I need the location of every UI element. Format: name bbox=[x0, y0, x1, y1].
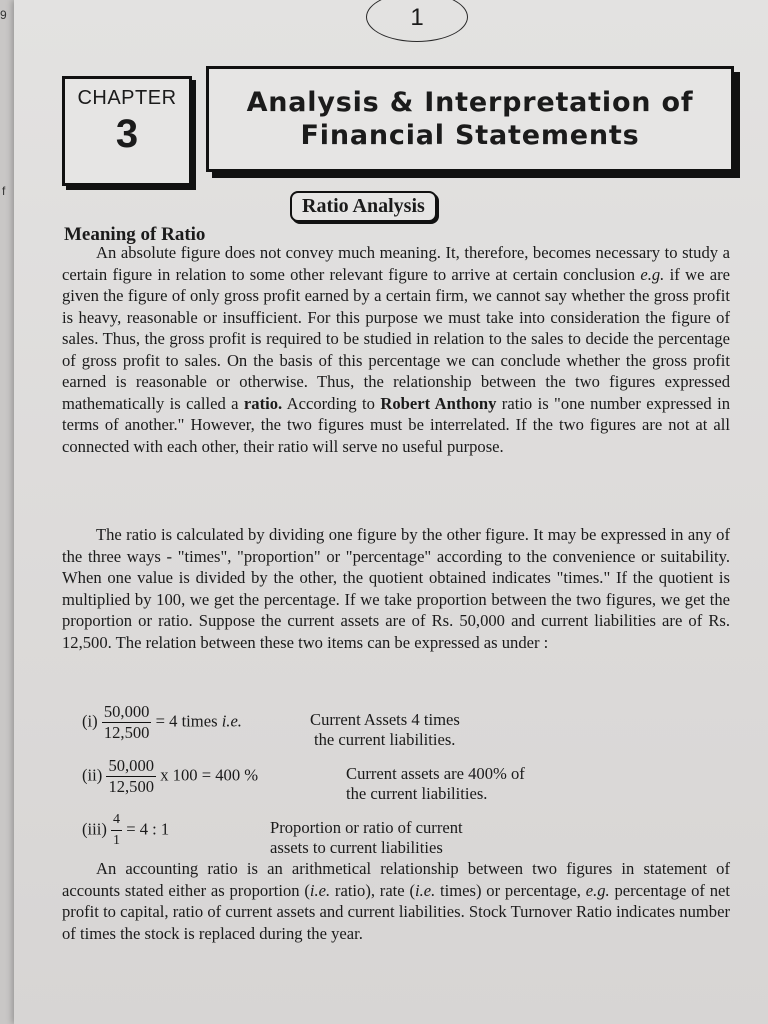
chapter-box bbox=[62, 76, 192, 186]
paragraph-3 bbox=[62, 858, 730, 944]
paragraph-1-eg: e.g. bbox=[640, 264, 665, 284]
paragraph-3-text: ratio), rate ( bbox=[330, 880, 415, 900]
chapter-title-line-2: Financial Statements bbox=[300, 120, 640, 151]
handwritten-page-number: 1 bbox=[366, 0, 468, 42]
example-desc-line: the current liabilities. bbox=[346, 784, 488, 803]
example-desc-line: the current liabilities. bbox=[314, 730, 456, 749]
fraction-numerator: 50,000 bbox=[103, 702, 150, 721]
example-ie: i.e. bbox=[221, 711, 242, 731]
example-label: (i) bbox=[82, 711, 98, 731]
example-result: = 4 : 1 bbox=[126, 819, 170, 839]
paragraph-2-text: The ratio is calculated by dividing one figure by the other figure. It may be expressed in any of the three ways - "times", "proportion" or "percentage" according to the convenience or suitability. When one value is divided by the other, the quotient obtained indicates "times." If the quotient is multiplied by 100, we get the percentage. If we take proportion between the two figures, we get the proportion or ratio. Suppose the current assets are of Rs. 50,000 and current liabilities are of Rs. 12,500. The relation between these two items can be expressed as under : bbox=[62, 525, 730, 652]
example-desc-line: Current assets are 400% of bbox=[346, 764, 525, 783]
fraction-denominator: 1 bbox=[113, 833, 121, 848]
example-ii-description bbox=[346, 764, 525, 804]
example-desc-line: assets to current liabilities bbox=[270, 838, 443, 857]
example-result: = 4 times bbox=[155, 711, 218, 731]
margin-mark: 9 bbox=[0, 8, 7, 22]
example-label: (iii) bbox=[82, 819, 107, 839]
fraction-denominator: 12,500 bbox=[108, 777, 155, 796]
paragraph-3-eg: e.g. bbox=[585, 880, 610, 900]
chapter-title-line-1: Analysis & Interpretation of bbox=[246, 87, 694, 118]
paragraph-1-text: ratio is "one number expressed in terms of another." However, the two figures must be interrelated. If the two figures are not at all connected with each other, their ratio will serve no useful purpose. bbox=[62, 393, 730, 456]
example-result: x 100 = 400 % bbox=[160, 765, 259, 785]
example-iii-description bbox=[270, 818, 463, 858]
page-edge-strip bbox=[0, 0, 14, 1024]
fraction bbox=[106, 756, 156, 797]
book-page bbox=[14, 0, 768, 1024]
example-ii bbox=[82, 756, 258, 797]
author-name: Robert Anthony bbox=[380, 393, 497, 413]
section-heading: Meaning of Ratio bbox=[64, 224, 206, 245]
fraction bbox=[111, 810, 122, 851]
paragraph-3-text: An accounting ratio is an arithmetical relationship between two figures in statement of accounts stated either as proportion ( bbox=[62, 859, 730, 900]
example-i-description bbox=[310, 710, 460, 750]
chapter-title-box bbox=[206, 66, 734, 172]
section-title: Ratio Analysis bbox=[290, 191, 437, 222]
paragraph-3-ie: i.e. bbox=[309, 880, 331, 900]
example-desc-line: Current Assets 4 times bbox=[310, 710, 460, 729]
paragraph-3-text: times) or percentage, bbox=[435, 880, 586, 900]
margin-mark: f bbox=[2, 184, 6, 198]
paragraph-1-text: According to bbox=[282, 393, 381, 413]
example-iii bbox=[82, 810, 169, 851]
paragraph-3-ie: i.e. bbox=[414, 880, 436, 900]
example-label: (ii) bbox=[82, 765, 103, 785]
paragraph-1-text: if we are given the figure of only gross profit earned by a certain firm, we cannot say whether the gross profit is heavy, reasonable or insufficient. For this purpose we must take into consideration the figure of sales. Thus, the gross profit is required to be studied in relation to the sales to decide the percentage of gross profit to sales. On the basis of this percentage we can conclude whether the gross profit earned is reasonable or otherwise. Thus, the relationship between the two figures expressed mathematically is called a bbox=[62, 264, 730, 413]
chapter-number: 3 bbox=[115, 112, 139, 156]
ratio-term: ratio. bbox=[243, 393, 283, 413]
fraction-denominator: 12,500 bbox=[103, 723, 150, 742]
paragraph-1-text: An absolute figure does not convey much meaning. It, therefore, becomes necessary to study a certain figure in relation to some other relevant figure to arrive at certain conclusion bbox=[62, 243, 730, 284]
fraction-numerator: 50,000 bbox=[108, 756, 155, 775]
example-i bbox=[82, 702, 242, 743]
fraction-numerator: 4 bbox=[111, 810, 122, 831]
example-desc-line: Proportion or ratio of current bbox=[270, 818, 463, 837]
chapter-label: CHAPTER bbox=[77, 87, 177, 109]
paragraph-3-text: percentage of net profit to capital, ratio of current assets and current liabilities. Stock Turnover Ratio indicates number of times the stock is replaced during the year. bbox=[62, 880, 730, 943]
fraction bbox=[102, 702, 152, 743]
paragraph-1 bbox=[62, 242, 730, 457]
paragraph-2 bbox=[62, 524, 730, 653]
